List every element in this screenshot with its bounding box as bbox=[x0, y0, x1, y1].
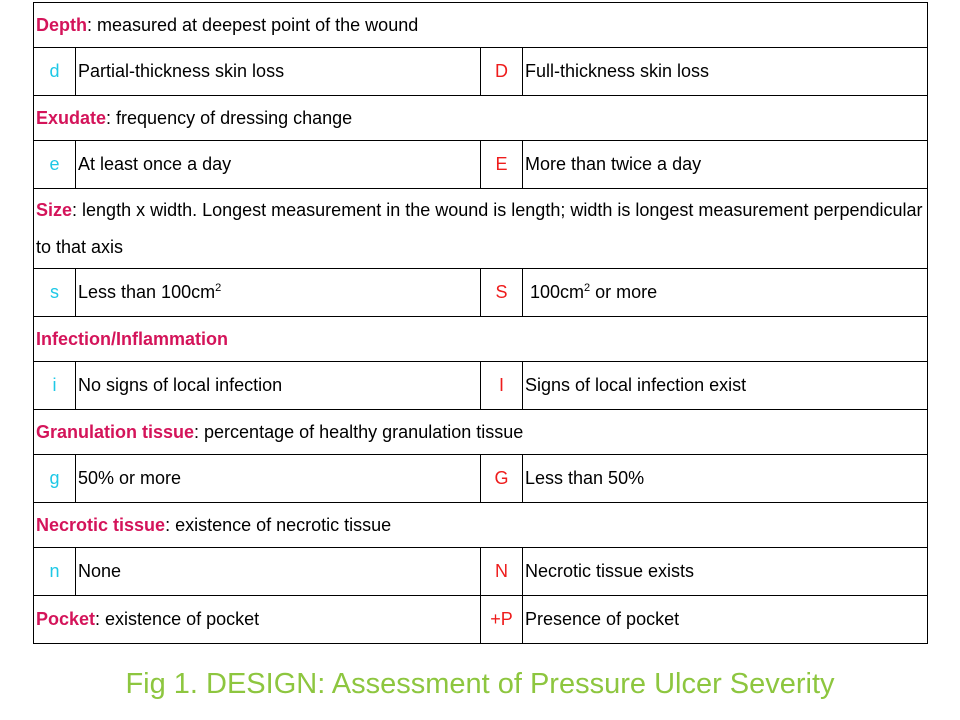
size-description: : length x width. Longest measurement in the wound is length; width is longest measurement perpendicular to that axis bbox=[36, 199, 923, 257]
necrotic-description: : existence of necrotic tissue bbox=[165, 514, 392, 535]
figure-caption: Fig 1. DESIGN: Assessment of Pressure Ulcer Severity bbox=[125, 668, 835, 700]
size-low-superscript: 2 bbox=[215, 282, 222, 295]
infection-low-text: No signs of local infection bbox=[76, 362, 481, 410]
size-high-text-main: 100cm bbox=[530, 282, 585, 303]
depth-description: : measured at deepest point of the wound bbox=[87, 14, 419, 35]
depth-low-code: d bbox=[34, 48, 76, 96]
section-header-exudate bbox=[34, 96, 928, 141]
infection-low-code: i bbox=[34, 362, 76, 410]
options-row-size bbox=[34, 269, 928, 317]
pocket-header-cell bbox=[34, 596, 481, 644]
exudate-description: : frequency of dressing change bbox=[106, 107, 353, 128]
pocket-term: Pocket bbox=[36, 609, 96, 630]
options-row-granulation bbox=[34, 455, 928, 503]
necrotic-low-text: None bbox=[76, 548, 481, 596]
granulation-term: Granulation tissue bbox=[36, 421, 195, 442]
size-low-text bbox=[76, 269, 481, 317]
design-assessment-table bbox=[33, 2, 928, 644]
depth-low-text: Partial-thickness skin loss bbox=[76, 48, 481, 96]
depth-high-text: Full-thickness skin loss bbox=[523, 48, 928, 96]
section-header-infection bbox=[34, 317, 928, 362]
section-header-size bbox=[34, 189, 928, 269]
infection-high-text: Signs of local infection exist bbox=[523, 362, 928, 410]
size-low-text-main: Less than 100cm bbox=[78, 282, 216, 303]
pocket-text: Presence of pocket bbox=[523, 596, 928, 644]
size-high-superscript: 2 bbox=[584, 282, 591, 295]
granulation-high-text: Less than 50% bbox=[523, 455, 928, 503]
granulation-header-cell bbox=[34, 410, 928, 455]
infection-term: Infection/Inflammation bbox=[36, 328, 229, 349]
size-term: Size bbox=[36, 199, 73, 220]
necrotic-term: Necrotic tissue bbox=[36, 514, 166, 535]
granulation-low-text: 50% or more bbox=[76, 455, 481, 503]
exudate-header-cell bbox=[34, 96, 928, 141]
exudate-low-code: e bbox=[34, 141, 76, 189]
infection-header-cell bbox=[34, 317, 928, 362]
necrotic-header-cell bbox=[34, 503, 928, 548]
size-low-code: s bbox=[34, 269, 76, 317]
section-header-granulation bbox=[34, 410, 928, 455]
exudate-term: Exudate bbox=[36, 107, 107, 128]
depth-term: Depth bbox=[36, 14, 87, 35]
options-row-pocket bbox=[34, 596, 928, 644]
exudate-high-text: More than twice a day bbox=[523, 141, 928, 189]
options-row-exudate bbox=[34, 141, 928, 189]
size-header-cell bbox=[34, 189, 928, 269]
granulation-description: : percentage of healthy granulation tissue bbox=[194, 421, 524, 442]
necrotic-high-code: N bbox=[481, 548, 523, 596]
pocket-code: +P bbox=[481, 596, 523, 644]
necrotic-low-code: n bbox=[34, 548, 76, 596]
exudate-low-text: At least once a day bbox=[76, 141, 481, 189]
size-high-text bbox=[523, 269, 928, 317]
infection-high-code: I bbox=[481, 362, 523, 410]
exudate-high-code: E bbox=[481, 141, 523, 189]
size-high-text-tail: or more bbox=[590, 282, 658, 303]
granulation-low-code: g bbox=[34, 455, 76, 503]
pocket-description: : existence of pocket bbox=[95, 609, 260, 630]
depth-high-code: D bbox=[481, 48, 523, 96]
size-high-code: S bbox=[481, 269, 523, 317]
granulation-high-code: G bbox=[481, 455, 523, 503]
options-row-infection bbox=[34, 362, 928, 410]
section-header-depth bbox=[34, 3, 928, 48]
options-row-depth bbox=[34, 48, 928, 96]
necrotic-high-text: Necrotic tissue exists bbox=[523, 548, 928, 596]
section-header-necrotic bbox=[34, 503, 928, 548]
options-row-necrotic bbox=[34, 548, 928, 596]
depth-header-cell bbox=[34, 3, 928, 48]
